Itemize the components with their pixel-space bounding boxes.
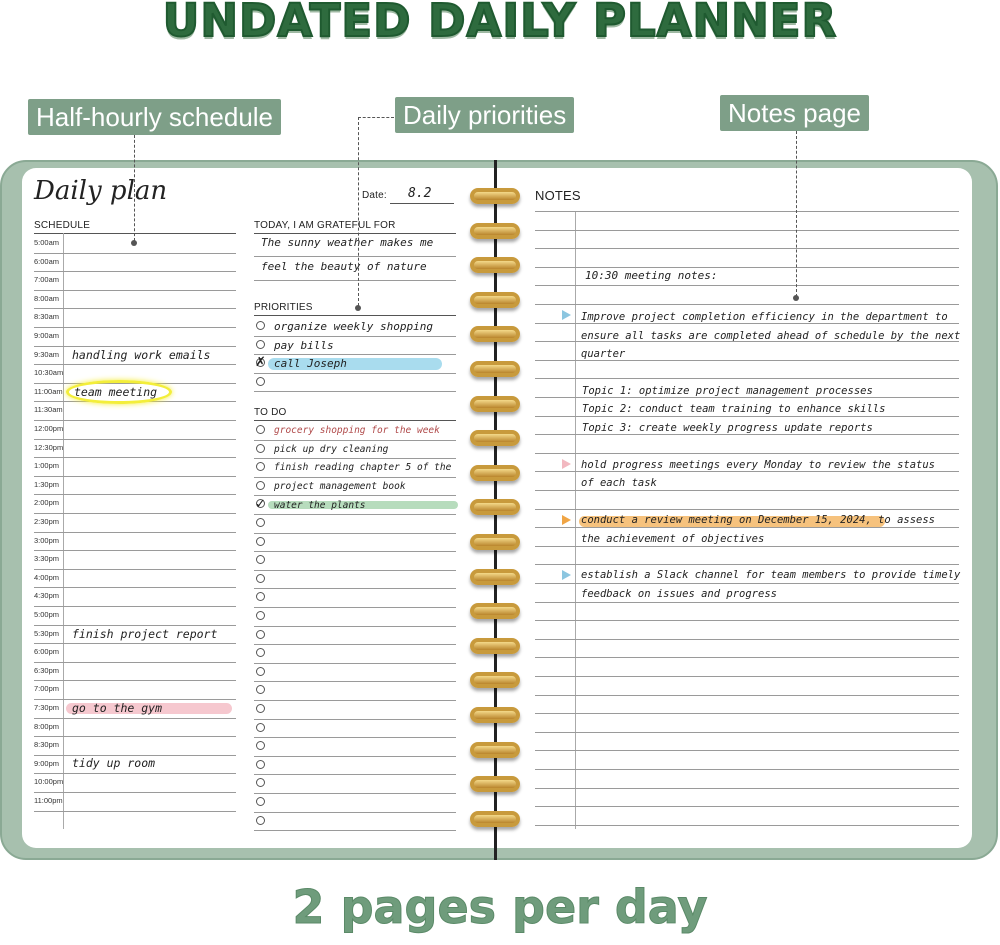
time-label: 6:00pm — [34, 647, 60, 657]
list-line — [254, 588, 456, 589]
time-label: 11:30am — [34, 405, 63, 415]
checkbox-circle[interactable] — [256, 667, 265, 676]
ring-icon — [470, 534, 520, 550]
note-3a: conduct a review meeting on December 15, 2024, to assess — [581, 514, 936, 526]
schedule-line — [34, 680, 236, 681]
time-label: 8:00am — [34, 293, 60, 303]
list-line — [254, 644, 456, 645]
entry-930: handling work emails — [72, 348, 211, 362]
checkbox-circle[interactable] — [256, 481, 265, 490]
entry-1030: team meeting — [74, 385, 158, 399]
list-line — [254, 793, 456, 794]
checkbox-circle[interactable] — [256, 321, 265, 330]
checkbox-circle[interactable] — [256, 611, 265, 620]
callout-notes: Notes page — [720, 95, 869, 131]
notes-line — [535, 676, 959, 677]
time-label: 5:30pm — [34, 628, 60, 638]
notes-line — [535, 267, 959, 268]
ring-icon — [470, 499, 520, 515]
schedule-line — [34, 494, 236, 495]
grateful-heading: TODAY, I AM GRATEFUL FOR — [254, 220, 396, 231]
time-label: 8:00pm — [34, 721, 60, 731]
schedule-line — [34, 290, 236, 291]
list-line — [254, 514, 456, 515]
schedule-line — [34, 736, 236, 737]
time-label: 4:00pm — [34, 572, 60, 582]
topic-2: Topic 2: conduct team training to enhance skills — [582, 403, 886, 415]
notes-line — [535, 583, 959, 584]
notes-line — [535, 806, 959, 807]
note-3b: the achievement of objectives — [581, 533, 765, 545]
schedule-line — [34, 513, 236, 514]
schedule-heading: SCHEDULE — [34, 220, 91, 231]
schedule-line — [34, 253, 236, 254]
notes-line — [535, 304, 959, 305]
arrow-pink-icon — [562, 459, 571, 469]
note-1a: Improve project completion efficiency in the department to — [581, 311, 948, 323]
grateful-line-2: feel the beauty of nature — [261, 260, 427, 273]
notes-line — [535, 657, 959, 658]
checkbox-circle[interactable] — [256, 630, 265, 639]
grateful-line — [254, 256, 456, 257]
ring-icon — [470, 569, 520, 585]
callout-dot — [793, 295, 799, 301]
ring-icon — [470, 742, 520, 758]
grateful-line — [254, 280, 456, 281]
notes-line — [535, 695, 959, 696]
ring-icon — [470, 223, 520, 239]
list-line — [254, 570, 456, 571]
note-1c: quarter — [581, 348, 626, 360]
callout-schedule: Half-hourly schedule — [28, 99, 281, 135]
schedule-line — [34, 308, 236, 309]
notes-line — [535, 527, 959, 528]
notes-line — [535, 248, 959, 249]
priority-3: call Joseph — [274, 357, 347, 370]
list-line — [254, 626, 456, 627]
checkbox-circle[interactable] — [256, 704, 265, 713]
note-4a: establish a Slack channel for team members to provide timely — [581, 569, 961, 581]
schedule-rule — [34, 233, 236, 234]
notes-line — [535, 416, 959, 417]
notes-line — [535, 453, 959, 454]
time-label: 6:30pm — [34, 665, 60, 675]
ring-icon — [470, 465, 520, 481]
ring-icon — [470, 776, 520, 792]
list-line — [254, 607, 456, 608]
schedule-line — [34, 606, 236, 607]
time-label: 9:30am — [34, 349, 60, 359]
ring-icon — [470, 603, 520, 619]
time-label: 6:00am — [34, 256, 60, 266]
ring-icon — [470, 326, 520, 342]
priority-2: pay bills — [274, 339, 334, 352]
priorities-rule — [254, 315, 456, 316]
notes-line — [535, 471, 959, 472]
time-label: 5:00am — [34, 238, 60, 247]
time-label: 5:00pm — [34, 610, 60, 619]
list-line — [254, 551, 456, 552]
notes-heading: NOTES — [535, 188, 581, 203]
arrow-blue-icon — [562, 570, 571, 580]
checkbox-circle[interactable] — [256, 425, 265, 434]
schedule-line — [34, 625, 236, 626]
time-label: 12:00pm — [34, 424, 64, 433]
checkbox-circle[interactable] — [256, 816, 265, 825]
date-label: Date: — [362, 190, 387, 201]
todo-4: project management book — [274, 481, 406, 492]
checkbox-circle[interactable] — [256, 518, 265, 527]
time-label: 7:00pm — [34, 684, 60, 694]
time-label: 8:30pm — [34, 740, 60, 750]
schedule-line — [34, 532, 236, 533]
checkbox-circle[interactable] — [256, 797, 265, 806]
notes-line — [535, 750, 959, 751]
todo-2: pick up dry cleaning — [274, 444, 389, 455]
callout-priorities: Daily priorities — [395, 97, 574, 133]
schedule-line — [34, 643, 236, 644]
todo-heading: TO DO — [254, 407, 287, 418]
list-line — [254, 681, 456, 682]
ring-icon — [470, 396, 520, 412]
list-line — [254, 774, 456, 775]
note-1b: ensure all tasks are completed ahead of schedule by the next — [581, 330, 961, 342]
arrow-orange-icon — [562, 515, 571, 525]
todo-5: water the plants — [274, 500, 366, 511]
list-line — [254, 533, 456, 534]
list-line — [254, 336, 456, 337]
todo-1: grocery shopping for the week — [274, 425, 440, 436]
time-label: 1:00pm — [34, 461, 60, 471]
list-line — [254, 440, 456, 441]
callout-connector — [134, 135, 135, 241]
priorities-heading: PRIORITIES — [254, 302, 313, 313]
schedule-line — [34, 792, 236, 793]
schedule-line — [34, 476, 236, 477]
time-label: 3:00pm — [34, 535, 60, 545]
list-line — [254, 663, 456, 664]
notes-line — [535, 825, 959, 826]
footer-caption: 2 pages per day — [292, 880, 708, 934]
time-label: 7:30pm — [34, 703, 60, 712]
date-value: 8.2 — [408, 186, 432, 201]
notes-line — [535, 639, 959, 640]
entry-830pm: tidy up room — [72, 756, 156, 770]
ring-icon — [470, 638, 520, 654]
schedule-line — [34, 364, 236, 365]
list-line — [254, 719, 456, 720]
notes-line — [535, 285, 959, 286]
callout-connector — [796, 131, 797, 297]
list-line — [254, 812, 456, 813]
check-icon: ✓ — [255, 497, 266, 512]
note-2a: hold progress meetings every Monday to review the status — [581, 459, 936, 471]
list-line — [254, 700, 456, 701]
grateful-line-1: The sunny weather makes me — [261, 236, 434, 249]
priority-1: organize weekly shopping — [274, 320, 433, 333]
schedule-line — [34, 420, 236, 421]
ring-icon — [470, 672, 520, 688]
time-label: 11:00pm — [34, 796, 63, 805]
schedule-line — [34, 457, 236, 458]
grateful-rule — [254, 233, 456, 234]
time-label: 2:00pm — [34, 498, 60, 508]
schedule-line — [34, 569, 236, 570]
ring-icon — [470, 188, 520, 204]
time-label: 10:00pm — [34, 777, 64, 787]
time-label: 7:00am — [34, 275, 60, 285]
todo-rule — [254, 420, 456, 421]
date-underline — [390, 203, 454, 204]
schedule-line — [34, 773, 236, 774]
callout-dot — [131, 240, 137, 246]
arrow-blue-icon — [562, 310, 571, 320]
callout-connector — [358, 117, 394, 118]
schedule-line — [34, 327, 236, 328]
list-line — [254, 737, 456, 738]
ring-icon — [470, 707, 520, 723]
time-label: 12:30pm — [34, 442, 64, 452]
time-label: 9:00am — [34, 331, 60, 340]
notes-line — [535, 546, 959, 547]
headline: UNDATED DAILY PLANNER — [162, 0, 838, 47]
schedule-line — [34, 346, 236, 347]
notes-line — [535, 490, 959, 491]
schedule-line — [34, 587, 236, 588]
notes-line — [535, 713, 959, 714]
ring-icon — [470, 430, 520, 446]
ring-icon — [470, 361, 520, 377]
schedule-line — [34, 662, 236, 663]
checkbox-circle[interactable] — [256, 377, 265, 386]
schedule-line — [34, 271, 236, 272]
ring-icon — [470, 257, 520, 273]
notes-line — [535, 620, 959, 621]
notes-line — [535, 378, 959, 379]
notes-line — [535, 769, 959, 770]
schedule-line — [34, 699, 236, 700]
list-line — [254, 495, 456, 496]
ring-icon — [470, 811, 520, 827]
callout-dot — [355, 305, 361, 311]
notes-line — [535, 434, 959, 435]
time-label: 8:30am — [34, 312, 60, 322]
notes-line — [535, 602, 959, 603]
meeting-title: 10:30 meeting notes: — [585, 269, 718, 282]
time-label: 3:30pm — [34, 554, 60, 564]
list-line — [254, 373, 456, 374]
list-line — [254, 477, 456, 478]
note-2b: of each task — [581, 477, 657, 489]
topic-1: Topic 1: optimize project management processes — [582, 385, 873, 397]
note-4b: feedback on issues and progress — [581, 588, 777, 600]
list-line — [254, 458, 456, 459]
notes-line — [535, 211, 959, 212]
time-label: 9:00pm — [34, 758, 60, 768]
daily-plan-title: Daily plan — [34, 176, 168, 206]
list-line — [254, 830, 456, 831]
notes-line — [535, 732, 959, 733]
checkbox-circle[interactable] — [256, 340, 265, 349]
callout-connector — [358, 117, 359, 306]
schedule-line — [34, 718, 236, 719]
entry-700pm: go to the gym — [72, 701, 163, 715]
list-line — [254, 354, 456, 355]
checkbox-circle[interactable] — [256, 760, 265, 769]
notes-line — [535, 397, 959, 398]
todo-3: finish reading chapter 5 of the — [274, 462, 452, 473]
notes-line — [535, 230, 959, 231]
entry-500pm: finish project report — [72, 627, 218, 641]
notes-line — [535, 788, 959, 789]
checkbox-circle[interactable] — [256, 537, 265, 546]
checkbox-circle[interactable] — [256, 723, 265, 732]
time-label: 1:30pm — [34, 479, 60, 489]
schedule-line — [34, 550, 236, 551]
time-label: 11:00am — [34, 386, 63, 396]
list-line — [254, 756, 456, 757]
time-label: 10:30am — [34, 368, 64, 378]
ring-icon — [470, 292, 520, 308]
notes-line — [535, 564, 959, 565]
topic-3: Topic 3: create weekly progress update reports — [582, 422, 873, 434]
check-icon: ✗ — [255, 355, 266, 370]
list-line — [254, 391, 456, 392]
schedule-line — [34, 439, 236, 440]
notes-line — [535, 509, 959, 510]
time-label: 2:30pm — [34, 517, 60, 526]
checkbox-circle[interactable] — [256, 574, 265, 583]
schedule-line — [34, 811, 236, 812]
checkbox-circle[interactable] — [256, 444, 265, 453]
time-label: 4:30pm — [34, 591, 60, 601]
